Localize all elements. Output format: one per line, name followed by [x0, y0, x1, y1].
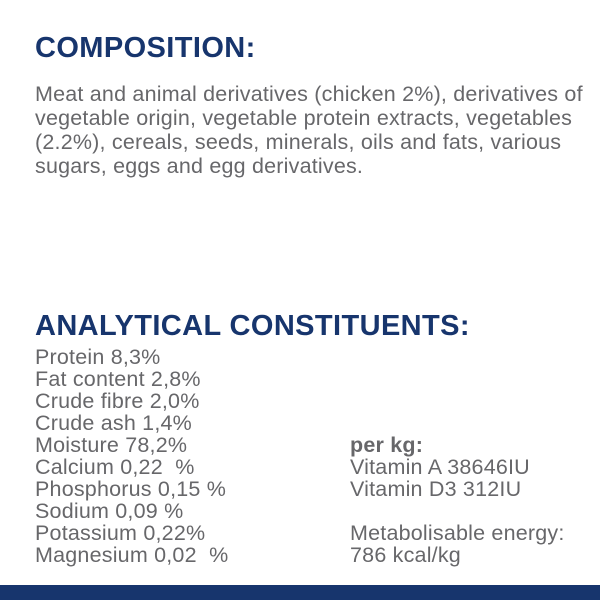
analytical-heading: ANALYTICAL CONSTITUENTS: — [35, 310, 470, 342]
per-kg-label: per kg: — [350, 433, 424, 457]
constituent-sodium: Sodium 0,09 % — [35, 499, 184, 523]
constituent-fat: Fat content 2,8% — [35, 367, 201, 391]
composition-heading: COMPOSITION: — [35, 32, 256, 64]
constituent-ash: Crude ash 1,4% — [35, 411, 192, 435]
energy-label: Metabolisable energy: — [350, 521, 565, 545]
composition-text: Meat and animal derivatives (chicken 2%), derivatives of vegetable origin, vegetable protein extracts, vegetables (2.2%), cereals, seeds, minerals, oils and fats, various sugars, eggs and egg derivatives. — [35, 82, 583, 178]
constituent-moisture: Moisture 78,2% — [35, 433, 188, 457]
constituents-list — [35, 346, 228, 566]
constituent-phosphorus: Phosphorus 0,15 % — [35, 477, 227, 501]
constituent-magnesium: Magnesium 0,02 % — [35, 543, 229, 567]
constituent-fibre: Crude fibre 2,0% — [35, 389, 200, 413]
energy-block — [350, 522, 565, 566]
constituent-protein: Protein 8,3% — [35, 345, 161, 369]
per-kg-column — [350, 434, 565, 566]
bottom-bar — [0, 585, 600, 600]
vitamin-d3-value: Vitamin D3 312IU — [350, 477, 522, 501]
vitamin-a-value: Vitamin A 38646IU — [350, 455, 530, 479]
energy-value: 786 kcal/kg — [350, 543, 461, 567]
constituent-calcium: Calcium 0,22 % — [35, 455, 195, 479]
constituent-potassium: Potassium 0,22% — [35, 521, 206, 545]
